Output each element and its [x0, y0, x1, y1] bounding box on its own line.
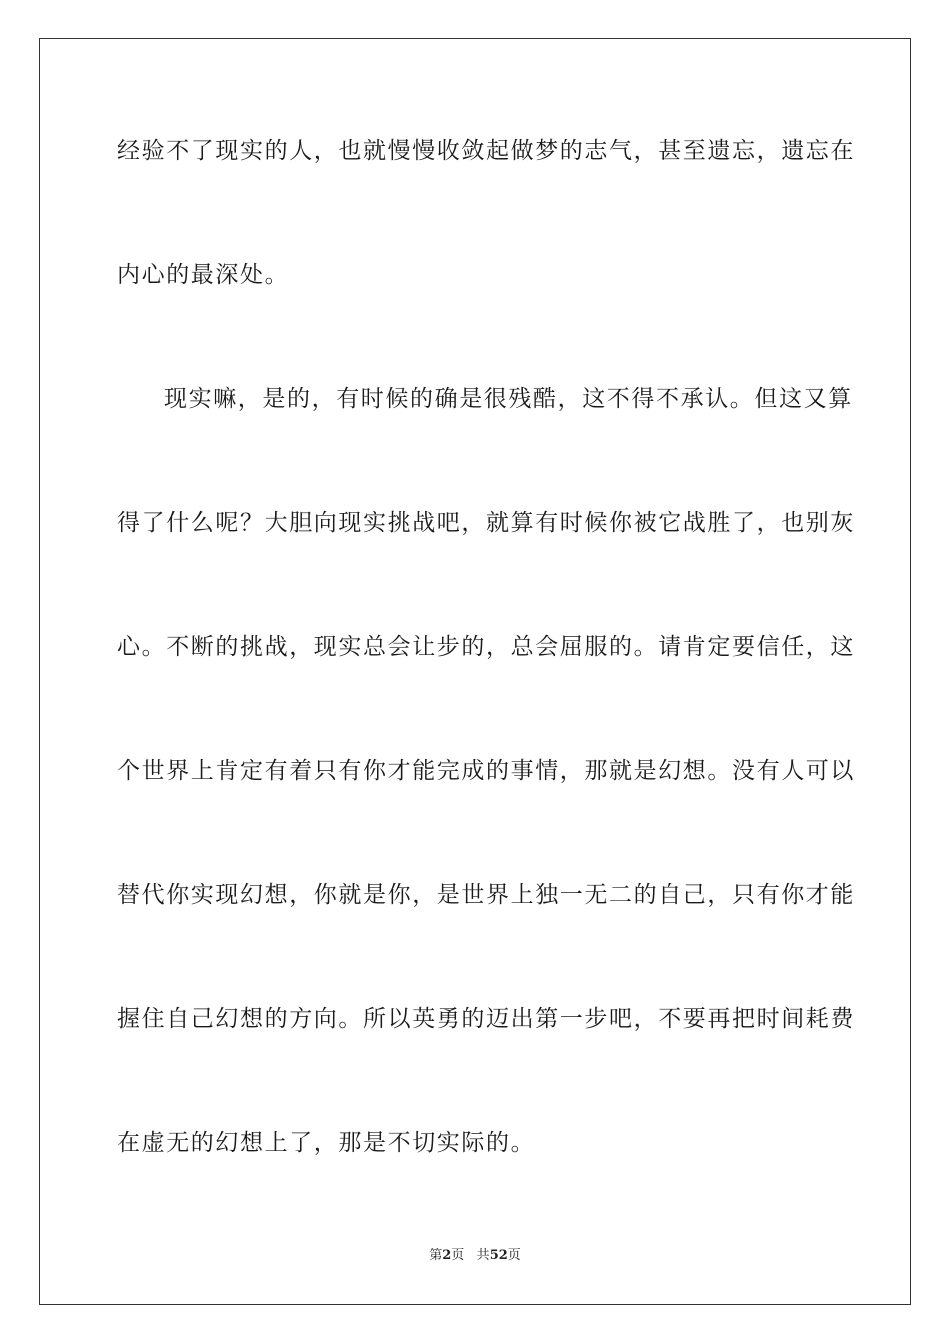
- page-border: [39, 38, 911, 1305]
- page-footer: [0, 1247, 950, 1265]
- total-suffix: 页: [507, 1248, 521, 1263]
- paragraph-line: 个世界上肯定有着只有你才能完成的事情，那就是幻想。没有人可以: [117, 758, 855, 784]
- page-prefix: 第: [429, 1248, 443, 1263]
- paragraph-line: 心。不断的挑战，现实总会让步的，总会屈服的。请肯定要信任，这: [117, 634, 855, 660]
- paragraph-line: 替代你实现幻想，你就是你，是世界上独一无二的自己，只有你才能: [117, 882, 855, 908]
- paragraph-line: 握住自己幻想的方向。所以英勇的迈出第一步吧，不要再把时间耗费: [117, 1006, 855, 1032]
- paragraph-line: 经验不了现实的人，也就慢慢收敛起做梦的志气，甚至遗忘，遗忘在: [117, 138, 855, 164]
- total-prefix: 共: [476, 1248, 490, 1263]
- page-suffix: 页: [451, 1248, 465, 1263]
- current-page-number: 2: [442, 1248, 452, 1263]
- paragraph-line: 内心的最深处。: [117, 262, 290, 288]
- paragraph-line: 得了什么呢？大胆向现实挑战吧，就算有时候你被它战胜了，也别灰: [117, 510, 855, 536]
- paragraph-line: 现实嘛，是的，有时候的确是很残酷，这不得不承认。但这又算: [164, 386, 853, 412]
- paragraph-line: 在虚无的幻想上了，那是不切实际的。: [117, 1130, 536, 1156]
- total-pages-number: 52: [489, 1248, 508, 1263]
